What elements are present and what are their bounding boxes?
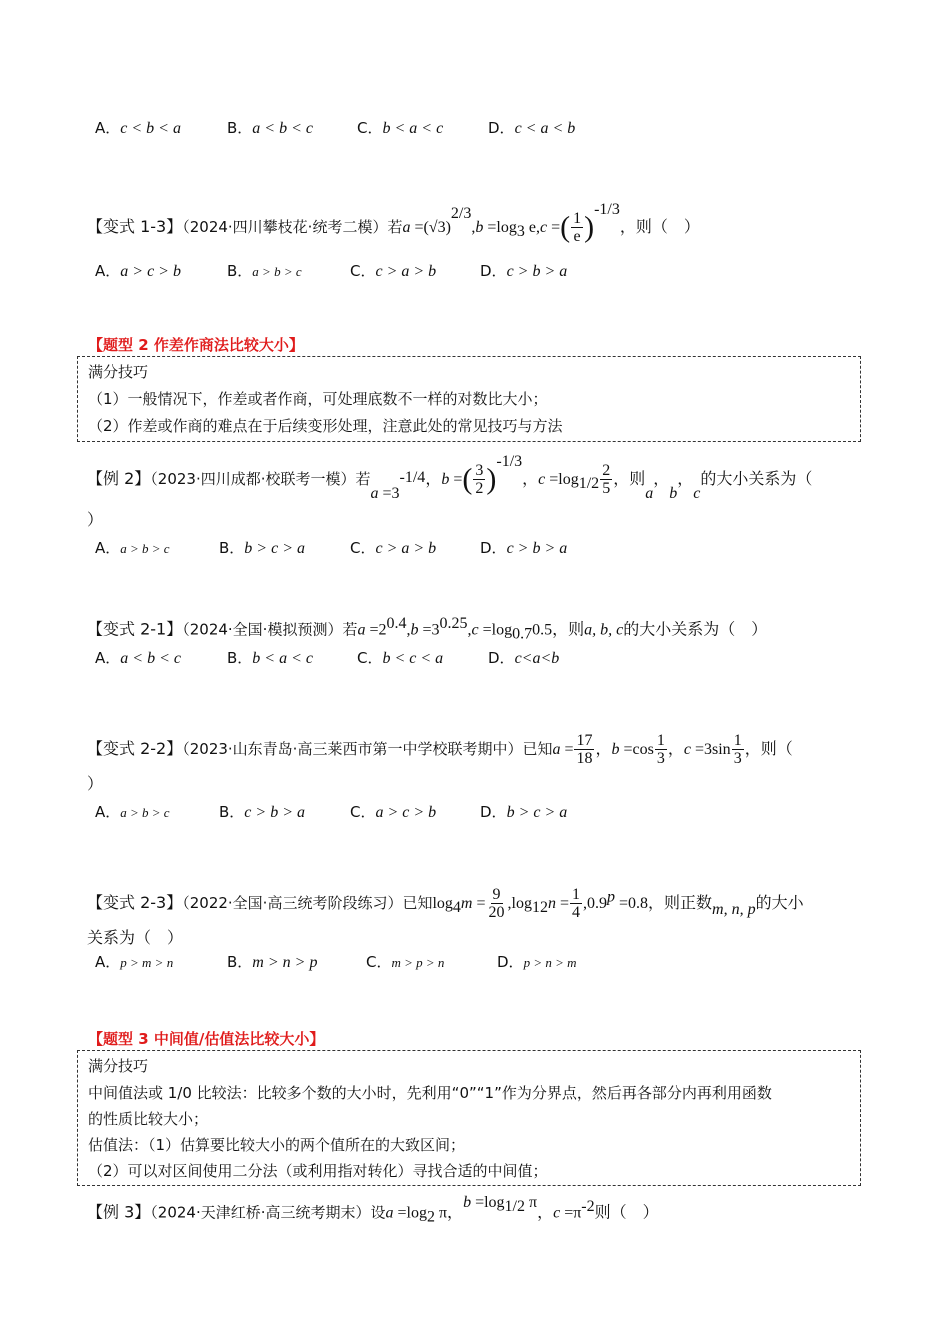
option-c: C．c > a > b	[350, 539, 437, 557]
example-2-question-end: ）	[87, 510, 104, 529]
question-source: （2023·山东青岛·高三莱西市第一中学校联考期中）已知	[182, 740, 553, 758]
question-tag: 【变式 2-2】	[87, 739, 183, 758]
question-source: （2022·全国·高三统考阶段练习）已知	[182, 894, 433, 912]
tip-line: 估值法：（1）估算要比较大小的两个值所在的大致区间；	[88, 1136, 466, 1154]
option-d: D．c < a < b	[488, 119, 576, 137]
prev-question-options	[0, 117, 950, 139]
question-tag: 【变式 2-1】	[87, 619, 183, 639]
option-b: B．b < a < c	[227, 649, 313, 667]
question-source: （2024·天津红桥·高三统考期末）设	[150, 1203, 386, 1222]
formula: $a =3^{-1/4}$	[370, 468, 426, 502]
variant-2-1-question: 【变式 2-1】（2024·全国·模拟预测）若$a =2^{0.4},b =3^{0.25},c =\log_{0.7}0.5$，则a, b, c的大小关系为（ ）	[87, 615, 768, 643]
tip-line: 中间值法或 1/0 比较法：比较多个数的大小时，先利用“0”“1”作为分界点，然后再各部分内再利用函数	[88, 1084, 772, 1102]
type-2-tip-box	[77, 356, 861, 442]
option-b: B．a < b < c	[227, 119, 313, 137]
tip-title: 满分技巧	[88, 1057, 149, 1075]
example-2-question: 【例 2】（2023·四川成都·校联考一模）若$a =3^{-1/4}$，b =( $\frac{3}{2}$ )$^{-1/3}$，$c =\log_{1/2}$ $\frac{2}{5}$ ，则a，b，c的大小关系为（	[87, 452, 813, 502]
tip-title: 满分技巧	[88, 363, 149, 381]
option-c: C．b < c < a	[357, 649, 444, 667]
option-b: B．b > c > a	[219, 539, 305, 557]
option-c: C．b < a < c	[357, 119, 444, 137]
type-3-heading: 【题型 3 中间值/估值法比较大小】	[88, 1030, 325, 1048]
option-a: A．a > b > c	[95, 539, 170, 557]
option-b: B．m > n > p	[227, 953, 318, 971]
question-source: （2023·四川成都·校联考一模）若	[150, 470, 371, 488]
tip-line: 的性质比较大小；	[88, 1110, 209, 1128]
option-a: A．c < b < a	[95, 119, 181, 137]
variant-2-2-options	[0, 801, 950, 823]
variant-2-1-options	[0, 647, 950, 669]
option-d: D．c > b > a	[480, 262, 568, 280]
option-c: C．c > a > b	[350, 262, 437, 280]
variant-2-3-question-end: 关系为（ ）	[87, 928, 184, 947]
option-d: D．c<a<b	[488, 649, 560, 667]
variant-2-3-options	[0, 951, 950, 973]
type-2-heading: 【题型 2 作差作商法比较大小】	[88, 336, 304, 354]
example-2-options	[0, 537, 950, 559]
option-a: A．a > c > b	[95, 262, 181, 280]
variant-2-3-question: 【变式 2-3】（2022·全国·高三统考阶段练习）已知$\log_4m$ = $\frac{9}{20}$ $,\log_{12}n$ = $\frac{1}{4}$ $,0.9^p =0.8$，则正数m, n, p的大小	[87, 886, 804, 921]
option-d: D．p > n > m	[497, 953, 577, 971]
question-tag: 【例 2】	[87, 469, 151, 488]
option-d: D．c > b > a	[480, 539, 568, 557]
option-a: A．a < b < c	[95, 649, 181, 667]
option-d: D．b > c > a	[480, 803, 568, 821]
tip-line: （1）一般情况下，作差或者作商，可处理底数不一样的对数比大小；	[88, 390, 548, 408]
formula: a	[402, 219, 411, 236]
option-b: B．c > b > a	[219, 803, 305, 821]
example-3-question: 【例 3】（2024·天津红桥·高三统考期末）设$a =\log_2$ π，$b =\log_{1/2}$ π，$c =\pi^{-2}$则（ ）	[87, 1194, 659, 1226]
tip-line: （2）可以对区间使用二分法（或利用指对转化）寻找合适的中间值；	[88, 1162, 548, 1180]
option-c: C．a > c > b	[350, 803, 437, 821]
question-source: （2024·全国·模拟预测）若	[182, 620, 358, 639]
variant-2-2-question-end: ）	[87, 774, 104, 793]
option-a: A．p > m > n	[95, 953, 174, 971]
question-source: （2024·四川攀枝花·统考二模）若	[182, 218, 403, 236]
option-c: C．m > p > n	[366, 953, 445, 971]
question-tag: 【变式 2-3】	[87, 893, 183, 912]
type-3-tip-box	[77, 1050, 861, 1186]
variant-2-2-question: 【变式 2-2】（2023·山东青岛·高三莱西市第一中学校联考期中）已知a = $\frac{17}{18}$ ，b =cos $\frac{1}{3}$ ，c =3sin $\frac{1}{3}$ ，则（	[87, 732, 793, 767]
question-tag: 【例 3】	[87, 1202, 151, 1222]
variant-1-3-question: 【变式 1-3】（2024·四川攀枝花·统考二模）若$a =(√3)^{2/3},b =\log_3$ e,c =( $\frac{1}{e}$ )$^{-1/3}$，则（ ）	[87, 200, 700, 245]
question-tag: 【变式 1-3】	[87, 217, 183, 236]
tip-line: （2）作差或作商的难点在于后续变形处理，注意此处的常见技巧与方法	[88, 417, 563, 435]
option-a: A．a > b > c	[95, 803, 170, 821]
option-b: B．a > b > c	[227, 262, 302, 280]
variant-1-3-options	[0, 260, 950, 282]
